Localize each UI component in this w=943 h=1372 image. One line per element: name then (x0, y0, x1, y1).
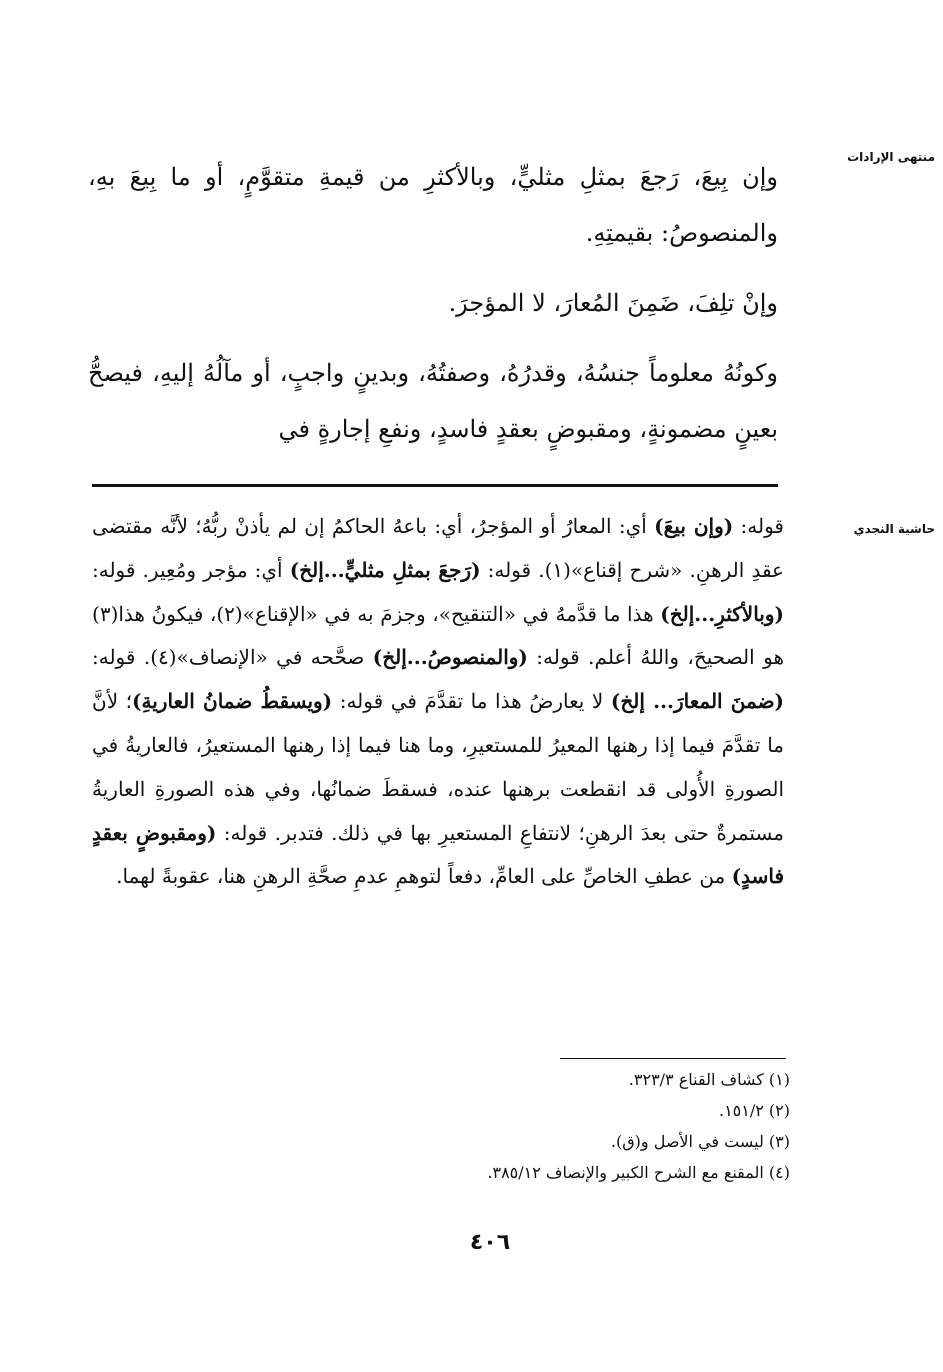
hashiya-lemma-2: (رَجعَ بمثلِ مثليٍّ...إلخ) (289, 557, 481, 582)
hashiya-lemma-6: (ويسقطُ ضمانُ العاريةِ) (132, 689, 333, 714)
hashiya-lemma-5: (ضمنَ المعارَ... إلخ) (610, 689, 785, 714)
hashiya-text-4: هذا ما قدَّمهُ في «التنقيح»، وجزمَ به في «الإقناع»(٢)، فيكونُ هذا(٣) هو الصحيحَ، واللهُ أعلم. قوله: (92, 601, 785, 670)
hashiya-paragraph (92, 505, 784, 899)
hashiya-lemma-7: (ومقبوضٍ بعقدٍ فاسدٍ) (92, 820, 784, 889)
hashiya-text-block (92, 505, 784, 899)
matn-text-block (88, 149, 778, 457)
hashiya-text-3: أي: مؤجر ومُعِير. قوله: (92, 557, 290, 582)
footnote-divider (560, 1058, 786, 1059)
hashiya-text-1: قوله: (733, 514, 784, 538)
footnote-3: (٣) ليست في الأصل و(ق). (610, 1132, 790, 1151)
page-number: ٤٠٦ (469, 1230, 511, 1255)
footnote-2: (٢) ١٥١/٢. (718, 1101, 790, 1120)
hashiya-lemma-3: (وبالأكثرِ...إلخ) (660, 601, 784, 626)
hashiya-text-7: ؛ لأنَّ ما تقدَّمَ فيما إذا رهنها المعيرُ للمستعيرِ، وما هنا فيما إذا رهنها المستعيرُ، فالعاريةُ في الصورةِ الأُولى قد انقطعت برهنها عنده، فسقطَ ضمانُها، وفي هذه الصورةِ العاريةُ مستمرةٌ حتى بعدَ الرهنِ؛ لانتفاعِ المستعيرِ بها في ذلك. فتدبر. قوله: (92, 689, 784, 845)
hashiya-side-label: حاشية النجدي (853, 522, 935, 536)
footnote-4: (٤) المقنع مع الشرح الكبير والإنصاف ٣٨٥/١٢. (487, 1163, 790, 1182)
hashiya-lemma-4: (والمنصوصُ...إلخ) (372, 645, 528, 670)
section-divider (92, 484, 778, 487)
hashiya-text-6: لا يعارضُ هذا ما تقدَّمَ في قوله: (332, 689, 611, 714)
hashiya-text-2: أي: المعارُ أو المؤجرُ، أي: باعهُ الحاكمُ إن لم يأذنْ ربُّهُ؛ لأنَّه مقتضى عقدِ الرهنِ. «شرح إقناع»(١). قوله: (92, 514, 784, 582)
matn-paragraph-1: وإن بِيعَ، رَجعَ بمثلِ مثليٍّ، وبالأكثرِ من قيمةِ متقوَّمٍ، أو ما بِيعَ بهِ، والمنصوصُ: بقيمتِهِ. (88, 163, 778, 247)
hashiya-text-8: من عطفِ الخاصِّ على العامِّ، دفعاً لتوهمِ عدمِ صحَّةِ الرهنِ هنا، عقوبةً لهما. (116, 864, 732, 889)
hashiya-text-5: صحَّحه في «الإنصاف»(٤). قوله: (92, 645, 373, 670)
footnote-1: (١) كشاف القناع ٣٢٣/٣. (628, 1070, 790, 1089)
matn-paragraph-3: وكونُهُ معلوماً جنسُهُ، وقدرُهُ، وصفتُهُ، وبدينٍ واجبٍ، أو مآلُهُ إليهِ، فيصحُّ بعينٍ مضمونةٍ، ومقبوضٍ بعقدٍ فاسدٍ، ونفعِ إجارةٍ في (88, 359, 778, 443)
matn-paragraph-2: وإنْ تلِفَ، ضَمِنَ المُعارَ، لا المؤجرَ. (448, 289, 778, 317)
matn-side-label: منتهى الإرادات (847, 150, 935, 164)
hashiya-lemma-1: (وإن بيعَ) (654, 514, 734, 538)
footnotes (300, 1064, 790, 1188)
